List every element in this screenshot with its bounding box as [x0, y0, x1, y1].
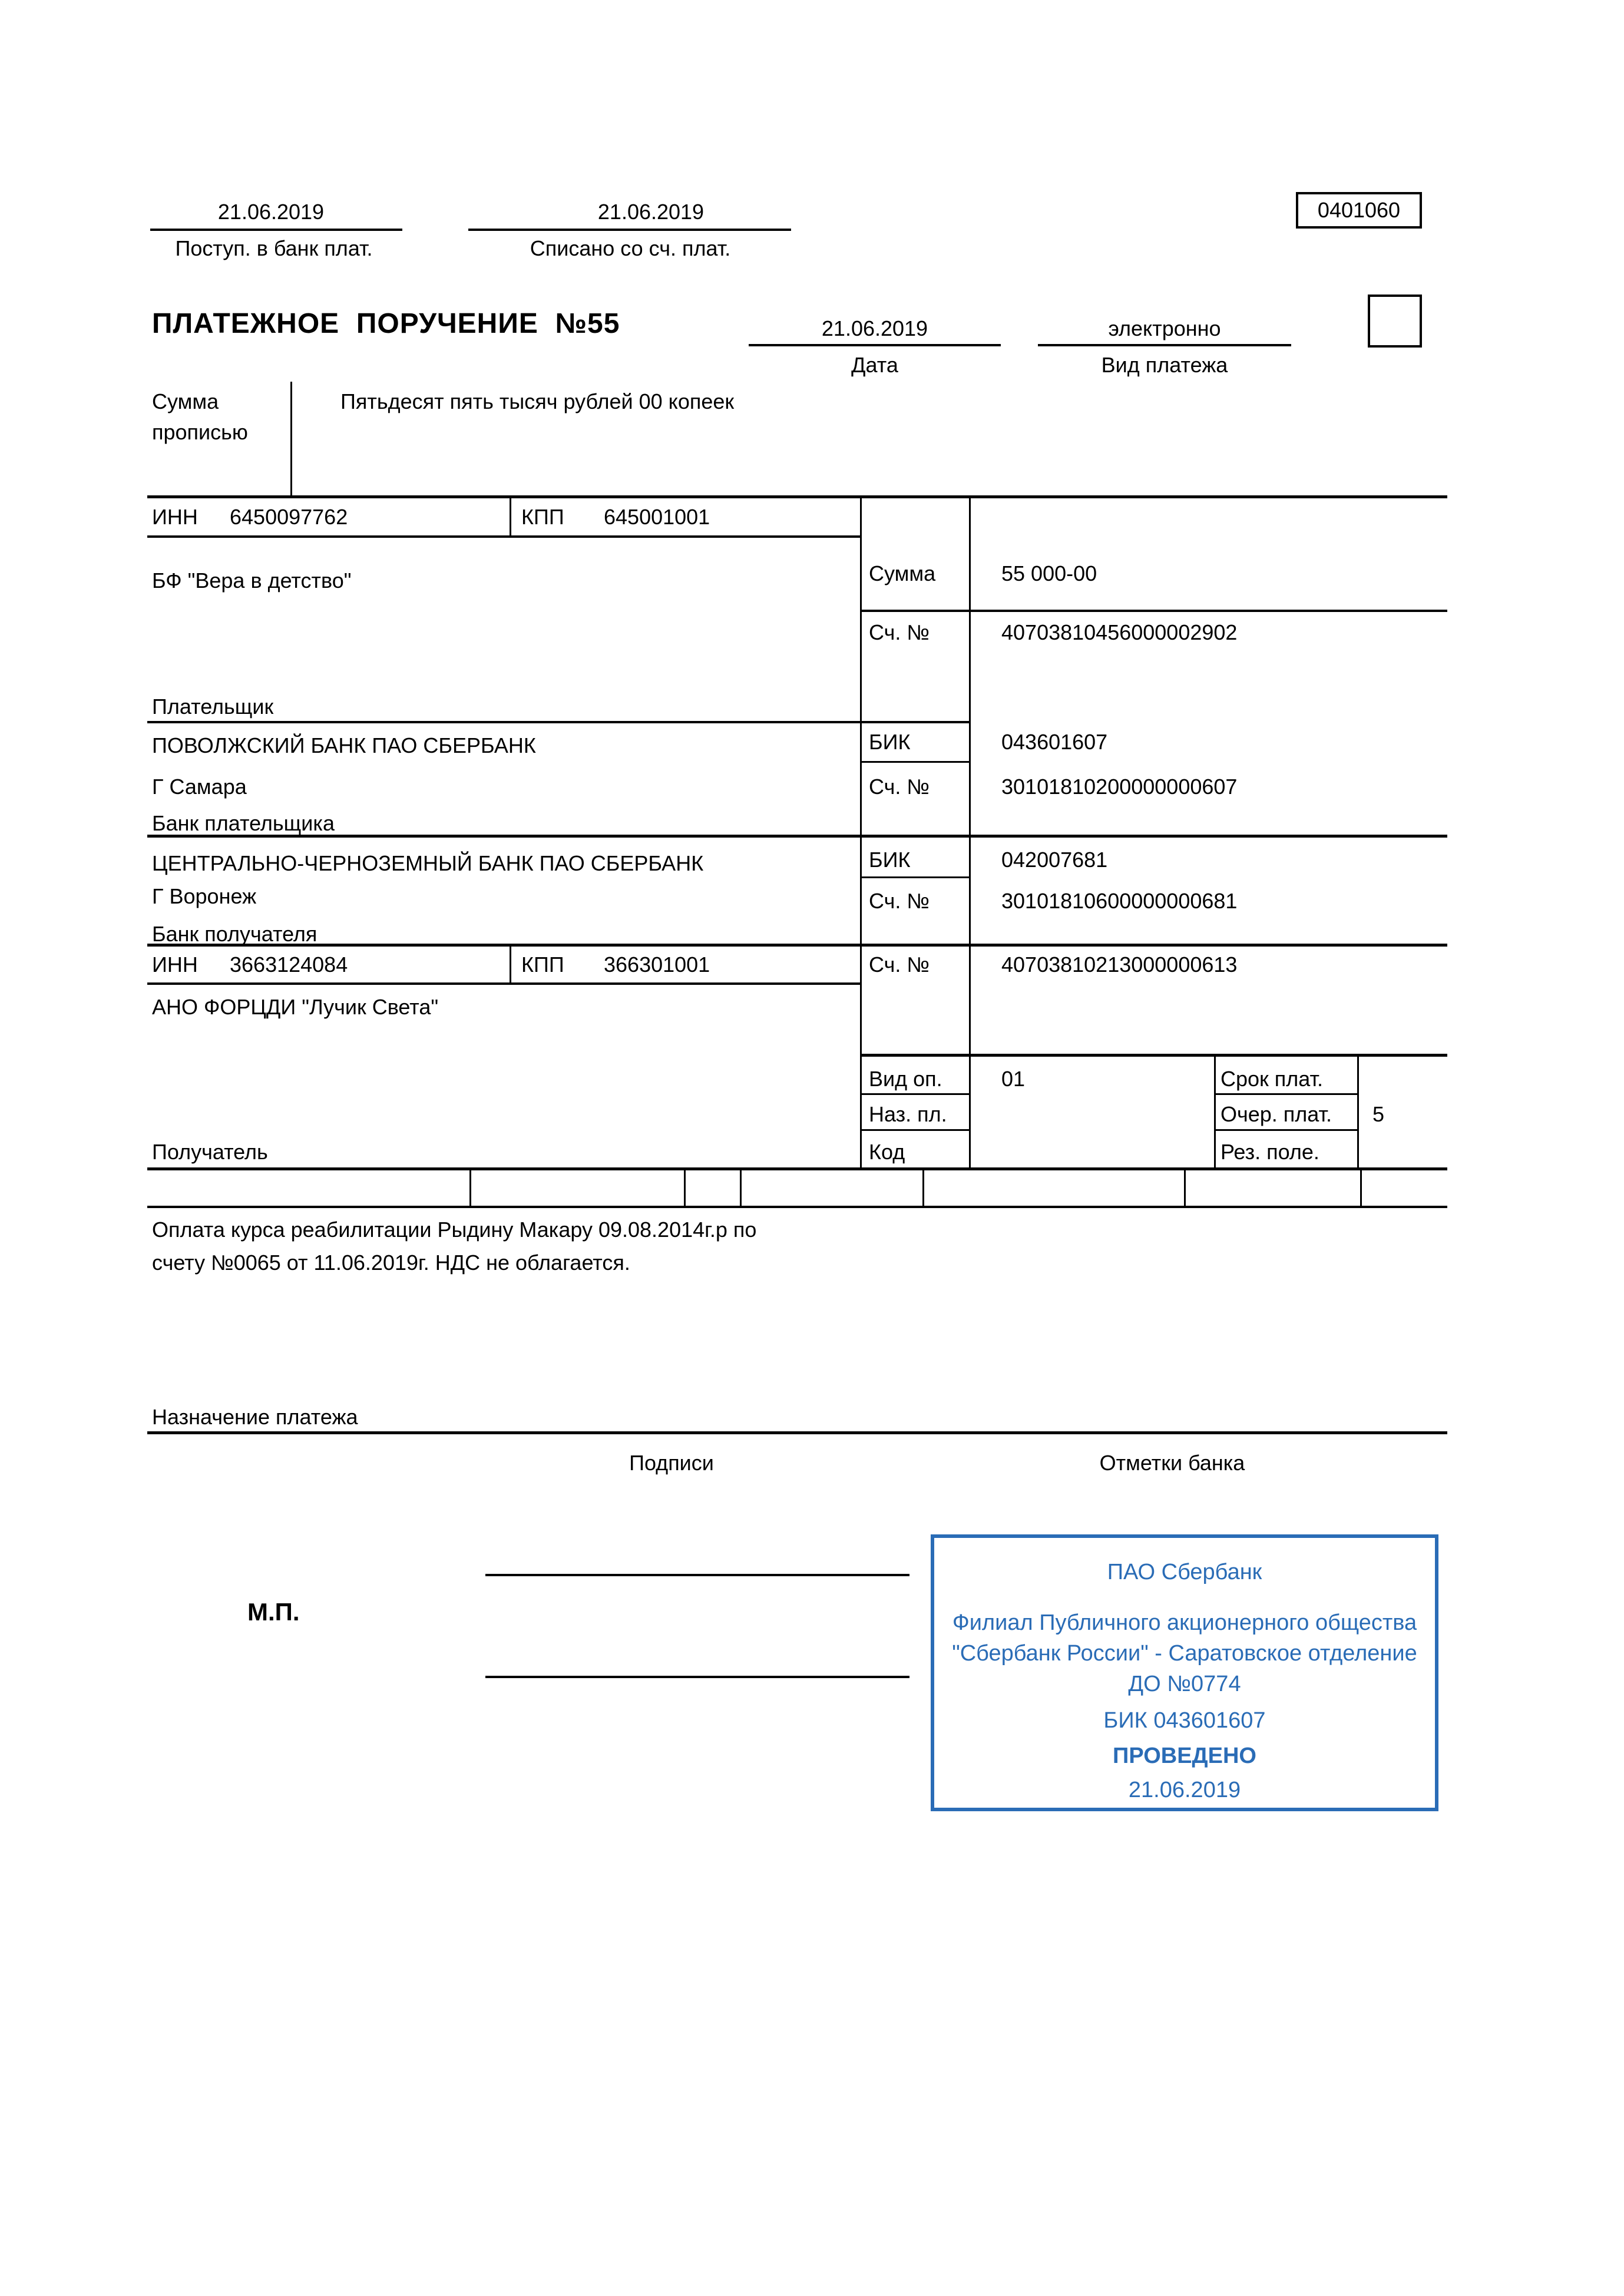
- payee-bank-account-label: Сч. №: [869, 889, 930, 913]
- payer-bank-name: ПОВОЛЖСКИЙ БАНК ПАО СБЕРБАНК: [152, 733, 536, 757]
- payment-kind-value: электронно: [1108, 316, 1221, 340]
- payer-bank-bik-value: 043601607: [1001, 730, 1108, 754]
- table-line: [147, 1167, 1447, 1170]
- op-kind-value: 01: [1001, 1067, 1026, 1091]
- signature-line-1: [485, 1574, 909, 1576]
- table-line: [147, 721, 969, 723]
- payee-name: АНО ФОРЦДИ "Лучик Света": [152, 995, 439, 1019]
- payee-kpp-label: КПП: [521, 952, 564, 977]
- bank-marks-label: Отметки банка: [1099, 1451, 1245, 1475]
- payment-kind-label: Вид платежа: [1101, 353, 1228, 377]
- payer-bank-account-value: 30101810200000000607: [1001, 775, 1238, 799]
- debited-label: Списано со сч. плат.: [530, 236, 731, 260]
- payer-account-value: 40703810456000002902: [1001, 620, 1238, 644]
- priority-value: 5: [1372, 1102, 1385, 1126]
- payment-kind-underline: [1038, 344, 1291, 346]
- payer-label: Плательщик: [152, 694, 274, 719]
- table-line: [860, 1054, 1447, 1057]
- date-underline: [749, 344, 1001, 346]
- payee-bank-bik-value: 042007681: [1001, 848, 1108, 872]
- signatures-label: Подписи: [629, 1451, 714, 1475]
- purpose-underline: [147, 1431, 1447, 1434]
- table-line: [147, 944, 1447, 947]
- payer-kpp-value: 645001001: [604, 505, 710, 529]
- payee-bank-city: Г Воронеж: [152, 884, 257, 908]
- payer-inn-label: ИНН: [152, 505, 198, 529]
- payee-bank-label: Банк получателя: [152, 922, 317, 946]
- stamp-branch-line-3: ДО №0774: [1128, 1672, 1241, 1696]
- received-date-underline: [150, 229, 402, 231]
- payee-account-label: Сч. №: [869, 952, 930, 977]
- signature-line-2: [485, 1676, 909, 1678]
- table-line: [860, 610, 1447, 612]
- table-line: [1214, 1129, 1357, 1131]
- payer-bank-bik-label: БИК: [869, 730, 911, 754]
- payee-bank-account-value: 30101810600000000681: [1001, 889, 1238, 913]
- status-checkbox: [1368, 295, 1422, 348]
- table-line: [510, 944, 511, 982]
- code-label: Код: [869, 1140, 905, 1164]
- table-line: [1214, 1093, 1357, 1095]
- table-line: [860, 761, 969, 763]
- table-line: [147, 535, 862, 538]
- table-line: [147, 1206, 1447, 1208]
- amount-words-label-1: Сумма: [152, 389, 219, 413]
- table-line: [969, 495, 971, 1167]
- purpose-line-1: Оплата курса реабилитации Рыдину Макару 09.08.2014г.р по: [152, 1218, 757, 1242]
- form-code-box: [1296, 192, 1422, 229]
- payer-bank-city: Г Самара: [152, 775, 247, 799]
- op-kind-label: Вид оп.: [869, 1067, 942, 1091]
- purpose-line-2: счету №0065 от 11.06.2019г. НДС не облагается.: [152, 1250, 630, 1275]
- fields-row-divider: [684, 1167, 686, 1206]
- payer-bank-account-label: Сч. №: [869, 775, 930, 799]
- table-line: [510, 495, 511, 535]
- fields-row-divider: [469, 1167, 471, 1206]
- table-line: [147, 982, 862, 985]
- priority-label: Очер. плат.: [1221, 1102, 1332, 1126]
- sum-value: 55 000-00: [1001, 561, 1097, 585]
- reserve-field-label: Рез. поле.: [1221, 1140, 1319, 1164]
- table-line: [1214, 1054, 1216, 1167]
- table-line: [860, 495, 862, 1167]
- document-title: ПЛАТЕЖНОЕ ПОРУЧЕНИЕ №55: [152, 308, 620, 339]
- pay-term-label: Срок плат.: [1221, 1067, 1324, 1091]
- received-date: 21.06.2019: [217, 200, 325, 224]
- payee-bank-name: ЦЕНТРАЛЬНО-ЧЕРНОЗЕМНЫЙ БАНК ПАО СБЕРБАНК: [152, 851, 704, 875]
- payee-inn-value: 3663124084: [230, 952, 348, 977]
- received-label: Поступ. в банк плат.: [175, 236, 373, 260]
- payer-name: БФ "Вера в детство": [152, 568, 352, 593]
- stamp-bik: БИК 043601607: [1103, 1708, 1266, 1733]
- table-line: [147, 835, 1447, 838]
- debited-date: 21.06.2019: [597, 200, 704, 224]
- date-label: Дата: [851, 353, 898, 377]
- purpose-label: Назначение платежа: [152, 1405, 358, 1429]
- fields-row-divider: [1360, 1167, 1362, 1206]
- payee-account-value: 40703810213000000613: [1001, 952, 1238, 977]
- payee-kpp-value: 366301001: [604, 952, 710, 977]
- stamp-branch-line-2: "Сбербанк России" - Саратовское отделение: [952, 1641, 1417, 1666]
- stamp-date: 21.06.2019: [1128, 1778, 1241, 1802]
- table-line: [860, 1093, 969, 1095]
- amount-words-value: Пятьдесят пять тысяч рублей 00 копеек: [340, 389, 735, 413]
- sum-label: Сумма: [869, 561, 936, 585]
- fields-row-divider: [922, 1167, 924, 1206]
- table-line: [860, 876, 969, 878]
- stamp-place-label: М.П.: [247, 1598, 300, 1626]
- stamp-bank-name: ПАО Сбербанк: [1107, 1560, 1262, 1584]
- stamp-status: ПРОВЕДЕНО: [1113, 1743, 1256, 1768]
- stamp-branch-line-1: Филиал Публичного акционерного общества: [952, 1610, 1417, 1635]
- payer-kpp-label: КПП: [521, 505, 564, 529]
- table-line: [860, 1129, 969, 1131]
- payer-bank-label: Банк плательщика: [152, 811, 335, 835]
- payee-bank-bik-label: БИК: [869, 848, 911, 872]
- debited-date-underline: [468, 229, 791, 231]
- table-line: [147, 495, 1447, 498]
- payee-inn-label: ИНН: [152, 952, 198, 977]
- payer-account-label: Сч. №: [869, 620, 930, 644]
- amount-words-label-2: прописью: [152, 420, 248, 444]
- payer-inn-value: 6450097762: [230, 505, 348, 529]
- fields-row-divider: [1184, 1167, 1186, 1206]
- fields-row-divider: [740, 1167, 742, 1206]
- table-line: [1357, 1054, 1359, 1167]
- amount-words-divider: [290, 382, 292, 495]
- payee-label: Получатель: [152, 1140, 268, 1164]
- document-date: 21.06.2019: [821, 316, 928, 340]
- form-code: 0401060: [1317, 198, 1401, 222]
- purpose-code-label: Наз. пл.: [869, 1102, 947, 1126]
